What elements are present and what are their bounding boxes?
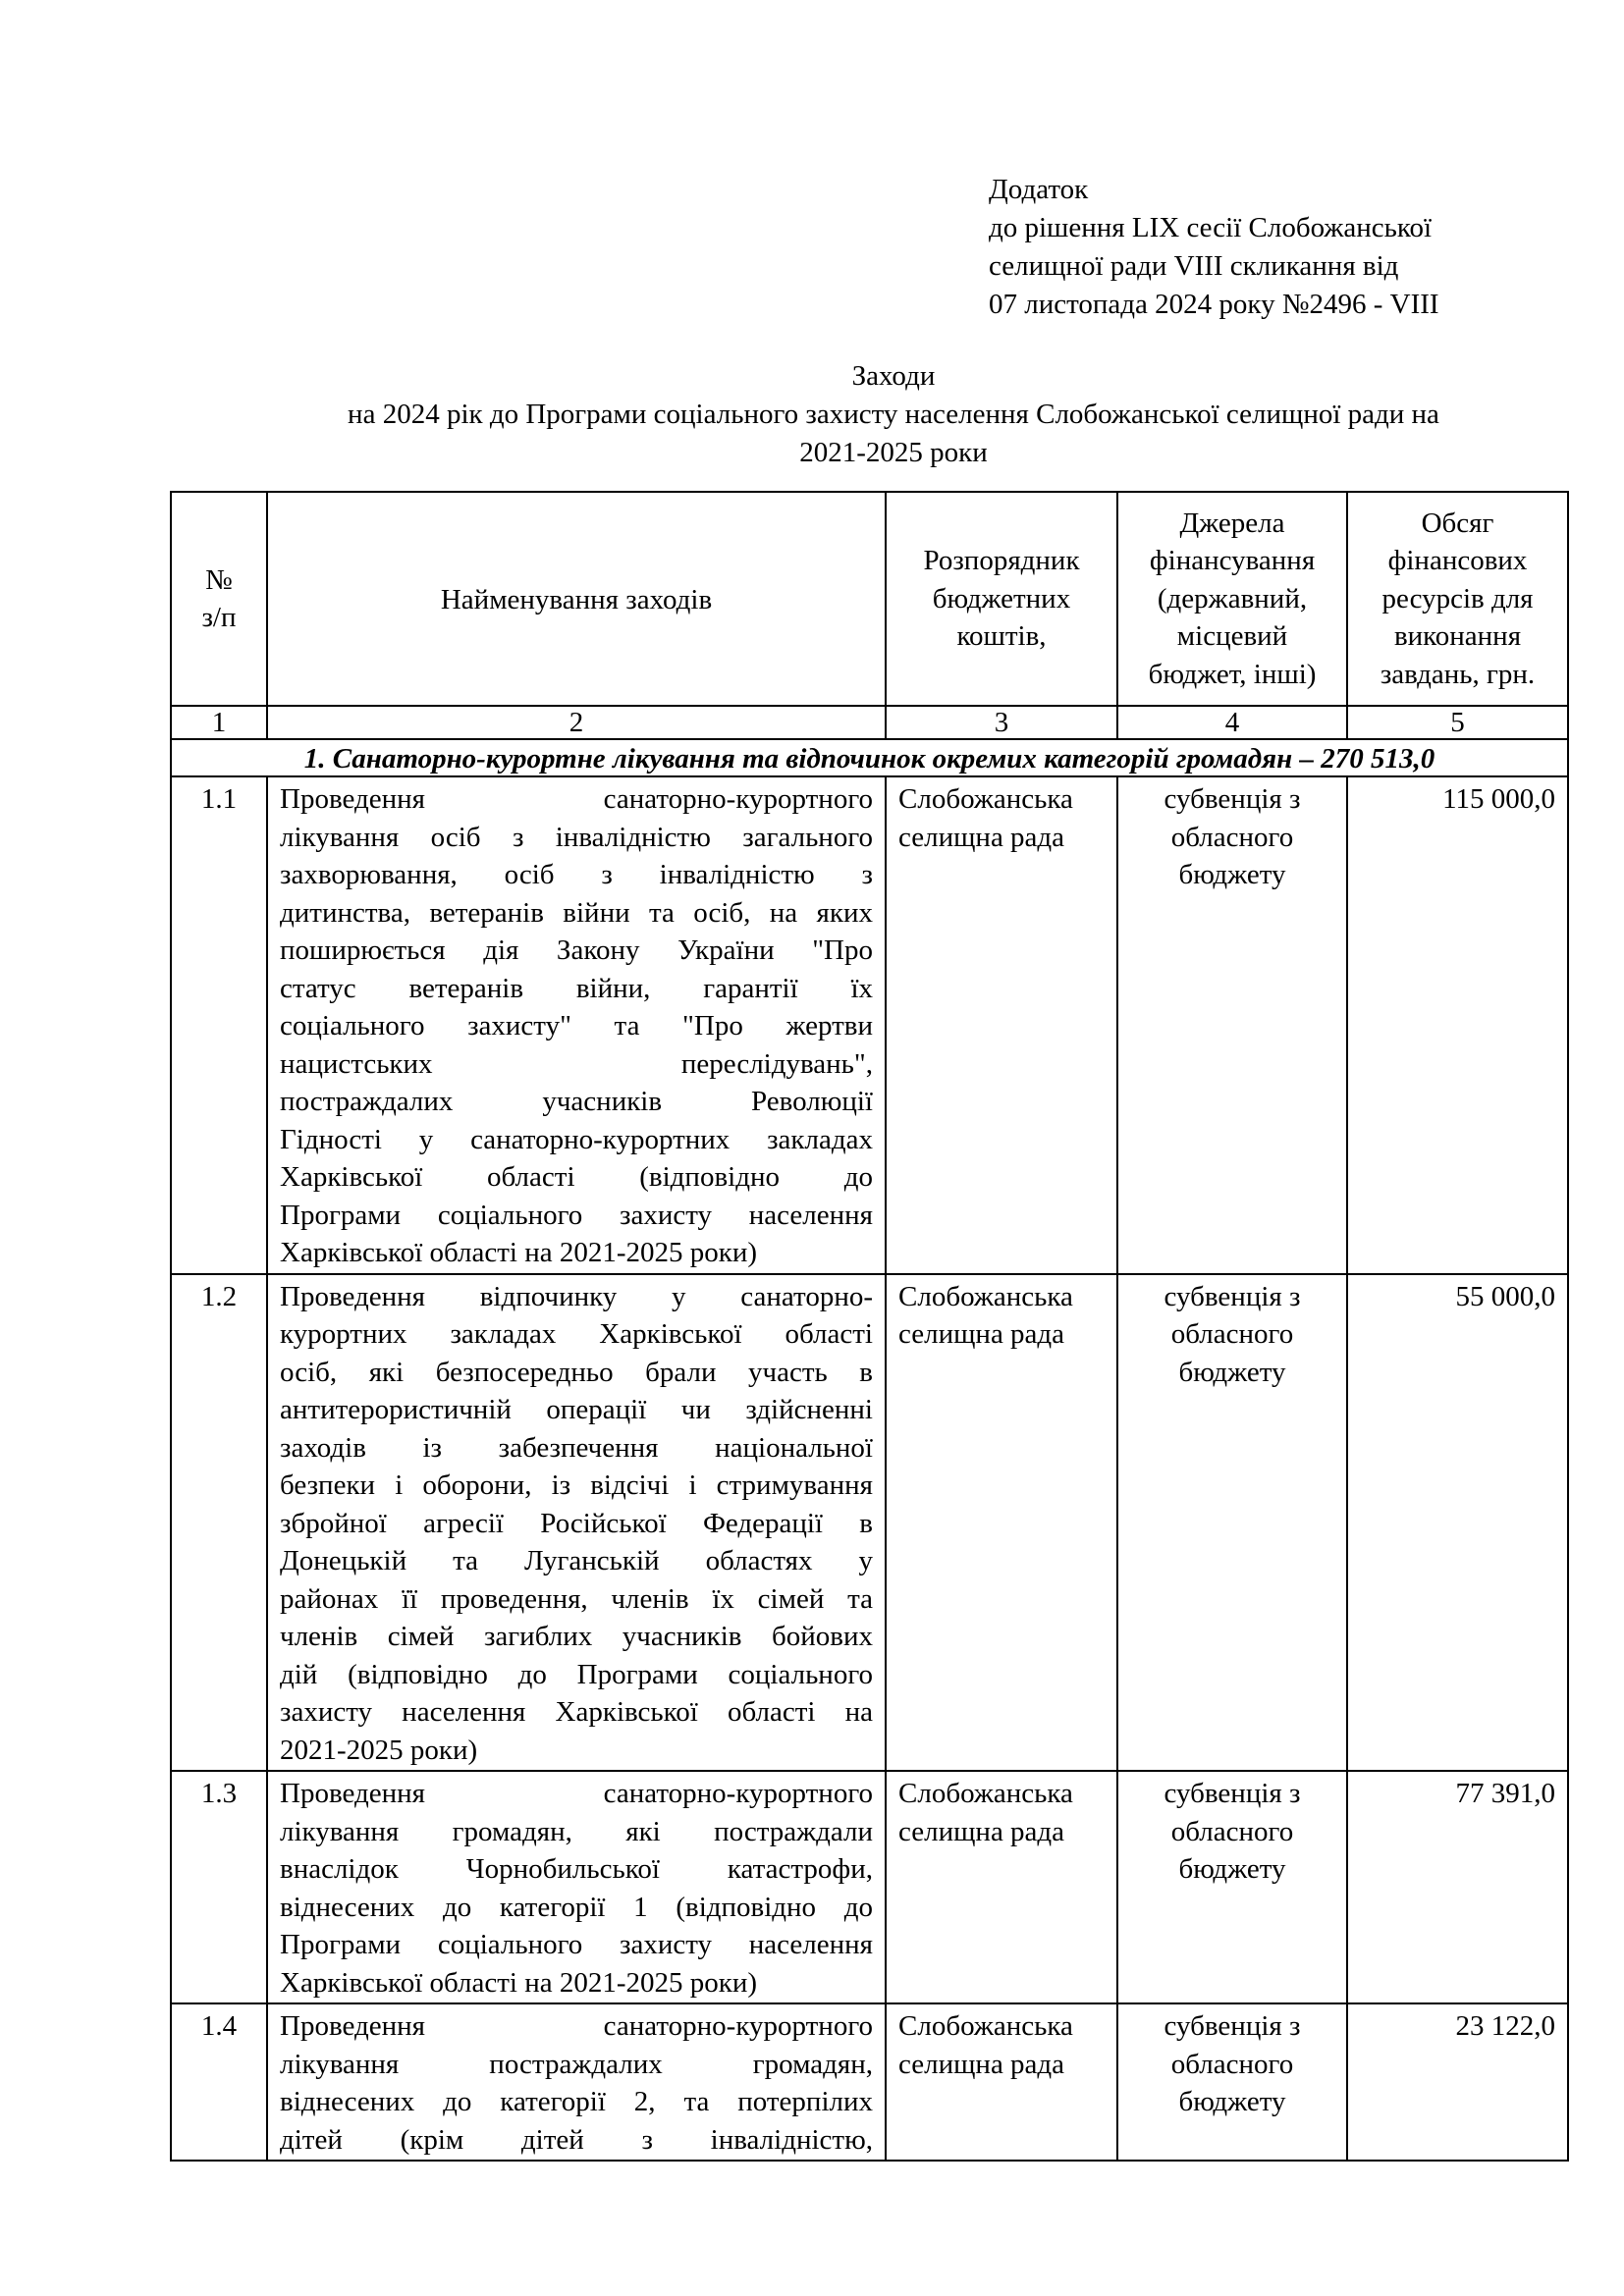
document-title — [167, 357, 1620, 472]
row-number: 1.1 — [171, 776, 267, 1274]
table-row — [171, 1274, 1568, 1772]
header-amount: Обсяг фінансових ресурсів для виконання завдань, грн. — [1347, 492, 1568, 706]
description-line: 2021-2025 роки) — [280, 1734, 478, 1766]
description-line: захворювання, осіб з інвалідністю з — [280, 859, 873, 890]
description-line: дитинства, ветеранів війни та осіб, на яких — [280, 896, 873, 929]
table-row — [171, 2003, 1568, 2161]
section-title: 1. Санаторно-курортне лікування та відпочинок окремих категорій громадян – 270 513,0 — [171, 739, 1568, 776]
budget-manager: Слобожанська селищна рада — [886, 2003, 1117, 2161]
description-line: осіб, які безпосередньо брали участь в — [280, 1356, 873, 1388]
description-line: віднесених до категорії 1 (відповідно до — [280, 1891, 873, 1923]
measure-description — [267, 1274, 886, 1772]
description-line: постраждалих учасників Революції — [280, 1086, 873, 1117]
table-row — [171, 1771, 1568, 2003]
annex-line-2: до рішення LIX сесії Слобожанської — [989, 212, 1433, 243]
measure-description — [267, 2003, 886, 2161]
description-line: збройної агресії Російської Федерації в — [280, 1507, 873, 1539]
header-name: Найменування заходів — [267, 492, 886, 706]
row-number: 1.3 — [171, 1771, 267, 2003]
description-line: дій (відповідно до Програми соціального — [280, 1658, 873, 1690]
description-line: віднесених до категорії 2, та потерпілих — [280, 2086, 873, 2117]
description-line: нацистських переслідувань", — [280, 1047, 873, 1080]
description-line: Харківської області на 2021-2025 роки) — [280, 1966, 758, 1999]
column-number: 3 — [886, 706, 1117, 739]
funding-amount: 55 000,0 — [1347, 1274, 1568, 1772]
column-number: 4 — [1117, 706, 1347, 739]
description-line: Проведення відпочинку у санаторно- — [280, 1280, 873, 1312]
description-line: Проведення санаторно-курортного — [280, 2010, 873, 2042]
description-line: Проведення санаторно-курортного — [280, 783, 873, 815]
description-line: заходів із забезпечення національної — [280, 1431, 873, 1464]
annex-line-4: 07 листопада 2024 року №2496 - VIII — [989, 289, 1439, 320]
description-line: лікування громадян, які постраждали — [280, 1815, 873, 1847]
title-line-1: Заходи — [851, 360, 936, 392]
measures-table — [170, 491, 1569, 2162]
annex-line-3: селищної ради VIII скликання від — [989, 250, 1399, 282]
funding-source: субвенція з обласного бюджету — [1117, 1274, 1347, 1772]
description-line: Проведення санаторно-курортного — [280, 1778, 873, 1809]
title-line-2: на 2024 рік до Програми соціального захисту населення Слобожанської селищної ради на — [348, 399, 1439, 430]
description-line: членів сімей загиблих учасників бойових — [280, 1621, 873, 1652]
description-line: соціального захисту" та "Про жертви — [280, 1010, 873, 1041]
measure-description — [267, 776, 886, 1274]
description-line: Програми соціального захисту населення — [280, 1929, 873, 1960]
section-row — [171, 739, 1568, 776]
description-line: поширюється дія Закону України "Про — [280, 934, 873, 966]
description-line: безпеки і оборони, із відсічі і стримування — [280, 1469, 873, 1501]
row-number: 1.4 — [171, 2003, 267, 2161]
funding-source: субвенція з обласного бюджету — [1117, 1771, 1347, 2003]
table-header-row — [171, 492, 1568, 706]
description-line: внаслідок Чорнобильської катастрофи, — [280, 1853, 873, 1885]
description-line: дітей (крім дітей з інвалідністю, — [280, 2123, 873, 2156]
description-line: захисту населення Харківської області на — [280, 1696, 873, 1728]
description-line: лікування осіб з інвалідністю загального — [280, 821, 873, 853]
description-line: антитерористичній операції чи здійсненні — [280, 1394, 873, 1425]
description-line: лікування постраждалих громадян, — [280, 2048, 873, 2080]
column-number: 2 — [267, 706, 886, 739]
column-number: 5 — [1347, 706, 1568, 739]
annex-block — [989, 171, 1439, 324]
funding-amount: 77 391,0 — [1347, 1771, 1568, 2003]
table-row — [171, 776, 1568, 1274]
budget-manager: Слобожанська селищна рада — [886, 1771, 1117, 2003]
header-manager: Розпорядник бюджетних коштів, — [886, 492, 1117, 706]
description-line: статус ветеранів війни, гарантії їх — [280, 972, 873, 1004]
header-source: Джерела фінансування (державний, місцевий бюджет, інші) — [1117, 492, 1347, 706]
funding-amount: 115 000,0 — [1347, 776, 1568, 1274]
funding-source: субвенція з обласного бюджету — [1117, 776, 1347, 1274]
description-line: курортних закладах Харківської області — [280, 1318, 873, 1350]
description-line: Програми соціального захисту населення — [280, 1199, 873, 1231]
budget-manager: Слобожанська селищна рада — [886, 1274, 1117, 1772]
description-line: Донецькій та Луганській областях у — [280, 1545, 873, 1576]
description-line: Харківської області на 2021-2025 роки) — [280, 1237, 758, 1268]
measure-description — [267, 1771, 886, 2003]
column-number-row — [171, 706, 1568, 739]
column-number: 1 — [171, 706, 267, 739]
title-line-3: 2021-2025 роки — [799, 437, 988, 468]
funding-amount: 23 122,0 — [1347, 2003, 1568, 2161]
budget-manager: Слобожанська селищна рада — [886, 776, 1117, 1274]
description-line: районах її проведення, членів їх сімей та — [280, 1582, 873, 1615]
description-line: Гідності у санаторно-курортних закладах — [280, 1123, 873, 1155]
annex-line-1: Додаток — [989, 174, 1089, 205]
row-number: 1.2 — [171, 1274, 267, 1772]
header-num: № з/п — [171, 492, 267, 706]
funding-source: субвенція з обласного бюджету — [1117, 2003, 1347, 2161]
description-line: Харківської області (відповідно до — [280, 1161, 873, 1193]
